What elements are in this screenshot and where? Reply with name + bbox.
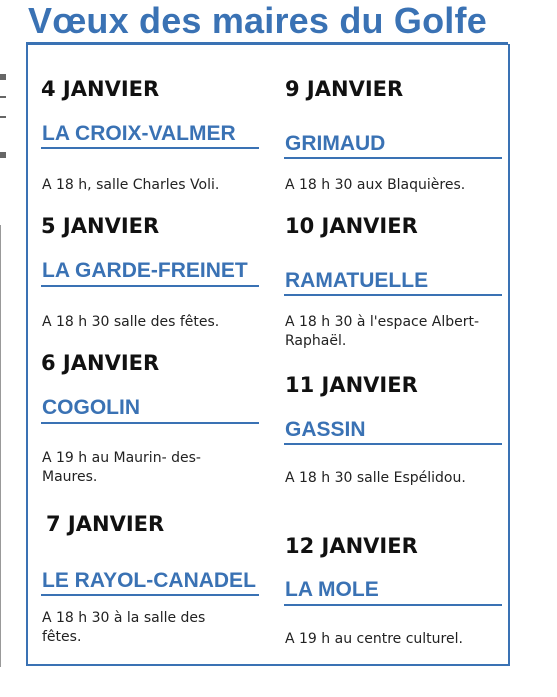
town-underline: [41, 422, 259, 424]
town-underline: [284, 157, 502, 159]
event-info: A 18 h 30 salle Espélidou.: [285, 470, 466, 486]
event-date: 4 JANVIER: [41, 77, 160, 101]
town-underline: [41, 594, 259, 596]
adjacent-article-fragment: [0, 96, 6, 98]
event-info: A 18 h, salle Charles Voli.: [42, 177, 220, 193]
event-info: A 18 h 30 à l'espace Albert-Raphaël.: [285, 314, 480, 349]
event-date: 7 JANVIER: [46, 512, 165, 536]
adjacent-article-fragment: [0, 116, 6, 118]
event-info: A 19 h au centre culturel.: [285, 631, 463, 647]
event-info: A 18 h 30 aux Blaquières.: [285, 177, 466, 193]
event-town: LE RAYOL-CANADEL: [42, 569, 256, 592]
event-date: 6 JANVIER: [41, 351, 160, 375]
town-underline: [284, 443, 502, 445]
adjacent-article-border: [0, 225, 5, 667]
town-underline: [41, 285, 259, 287]
event-town: LA MOLE: [285, 578, 379, 601]
event-date: 9 JANVIER: [285, 77, 404, 101]
event-town: LA CROIX-VALMER: [42, 122, 236, 145]
event-town: COGOLIN: [42, 396, 140, 419]
event-date: 11 JANVIER: [285, 373, 418, 397]
event-date: 10 JANVIER: [285, 214, 418, 238]
town-underline: [41, 147, 259, 149]
event-town: RAMATUELLE: [285, 269, 429, 292]
event-date: 5 JANVIER: [41, 214, 160, 238]
town-underline: [284, 294, 502, 296]
town-underline: [284, 604, 502, 606]
event-town: GRIMAUD: [285, 132, 386, 155]
event-town: GASSIN: [285, 418, 366, 441]
adjacent-article-fragment: [0, 152, 6, 158]
event-town: LA GARDE-FREINET: [42, 259, 248, 282]
page-title: Vœux des maires du Golfe: [28, 0, 487, 41]
event-info: A 19 h au Maurin- des-Maures.: [42, 450, 201, 485]
event-info: A 18 h 30 à la salle des fêtes.: [42, 610, 206, 645]
adjacent-article-fragment: [0, 74, 6, 80]
event-info: A 18 h 30 salle des fêtes.: [42, 314, 220, 330]
event-date: 12 JANVIER: [285, 534, 418, 558]
